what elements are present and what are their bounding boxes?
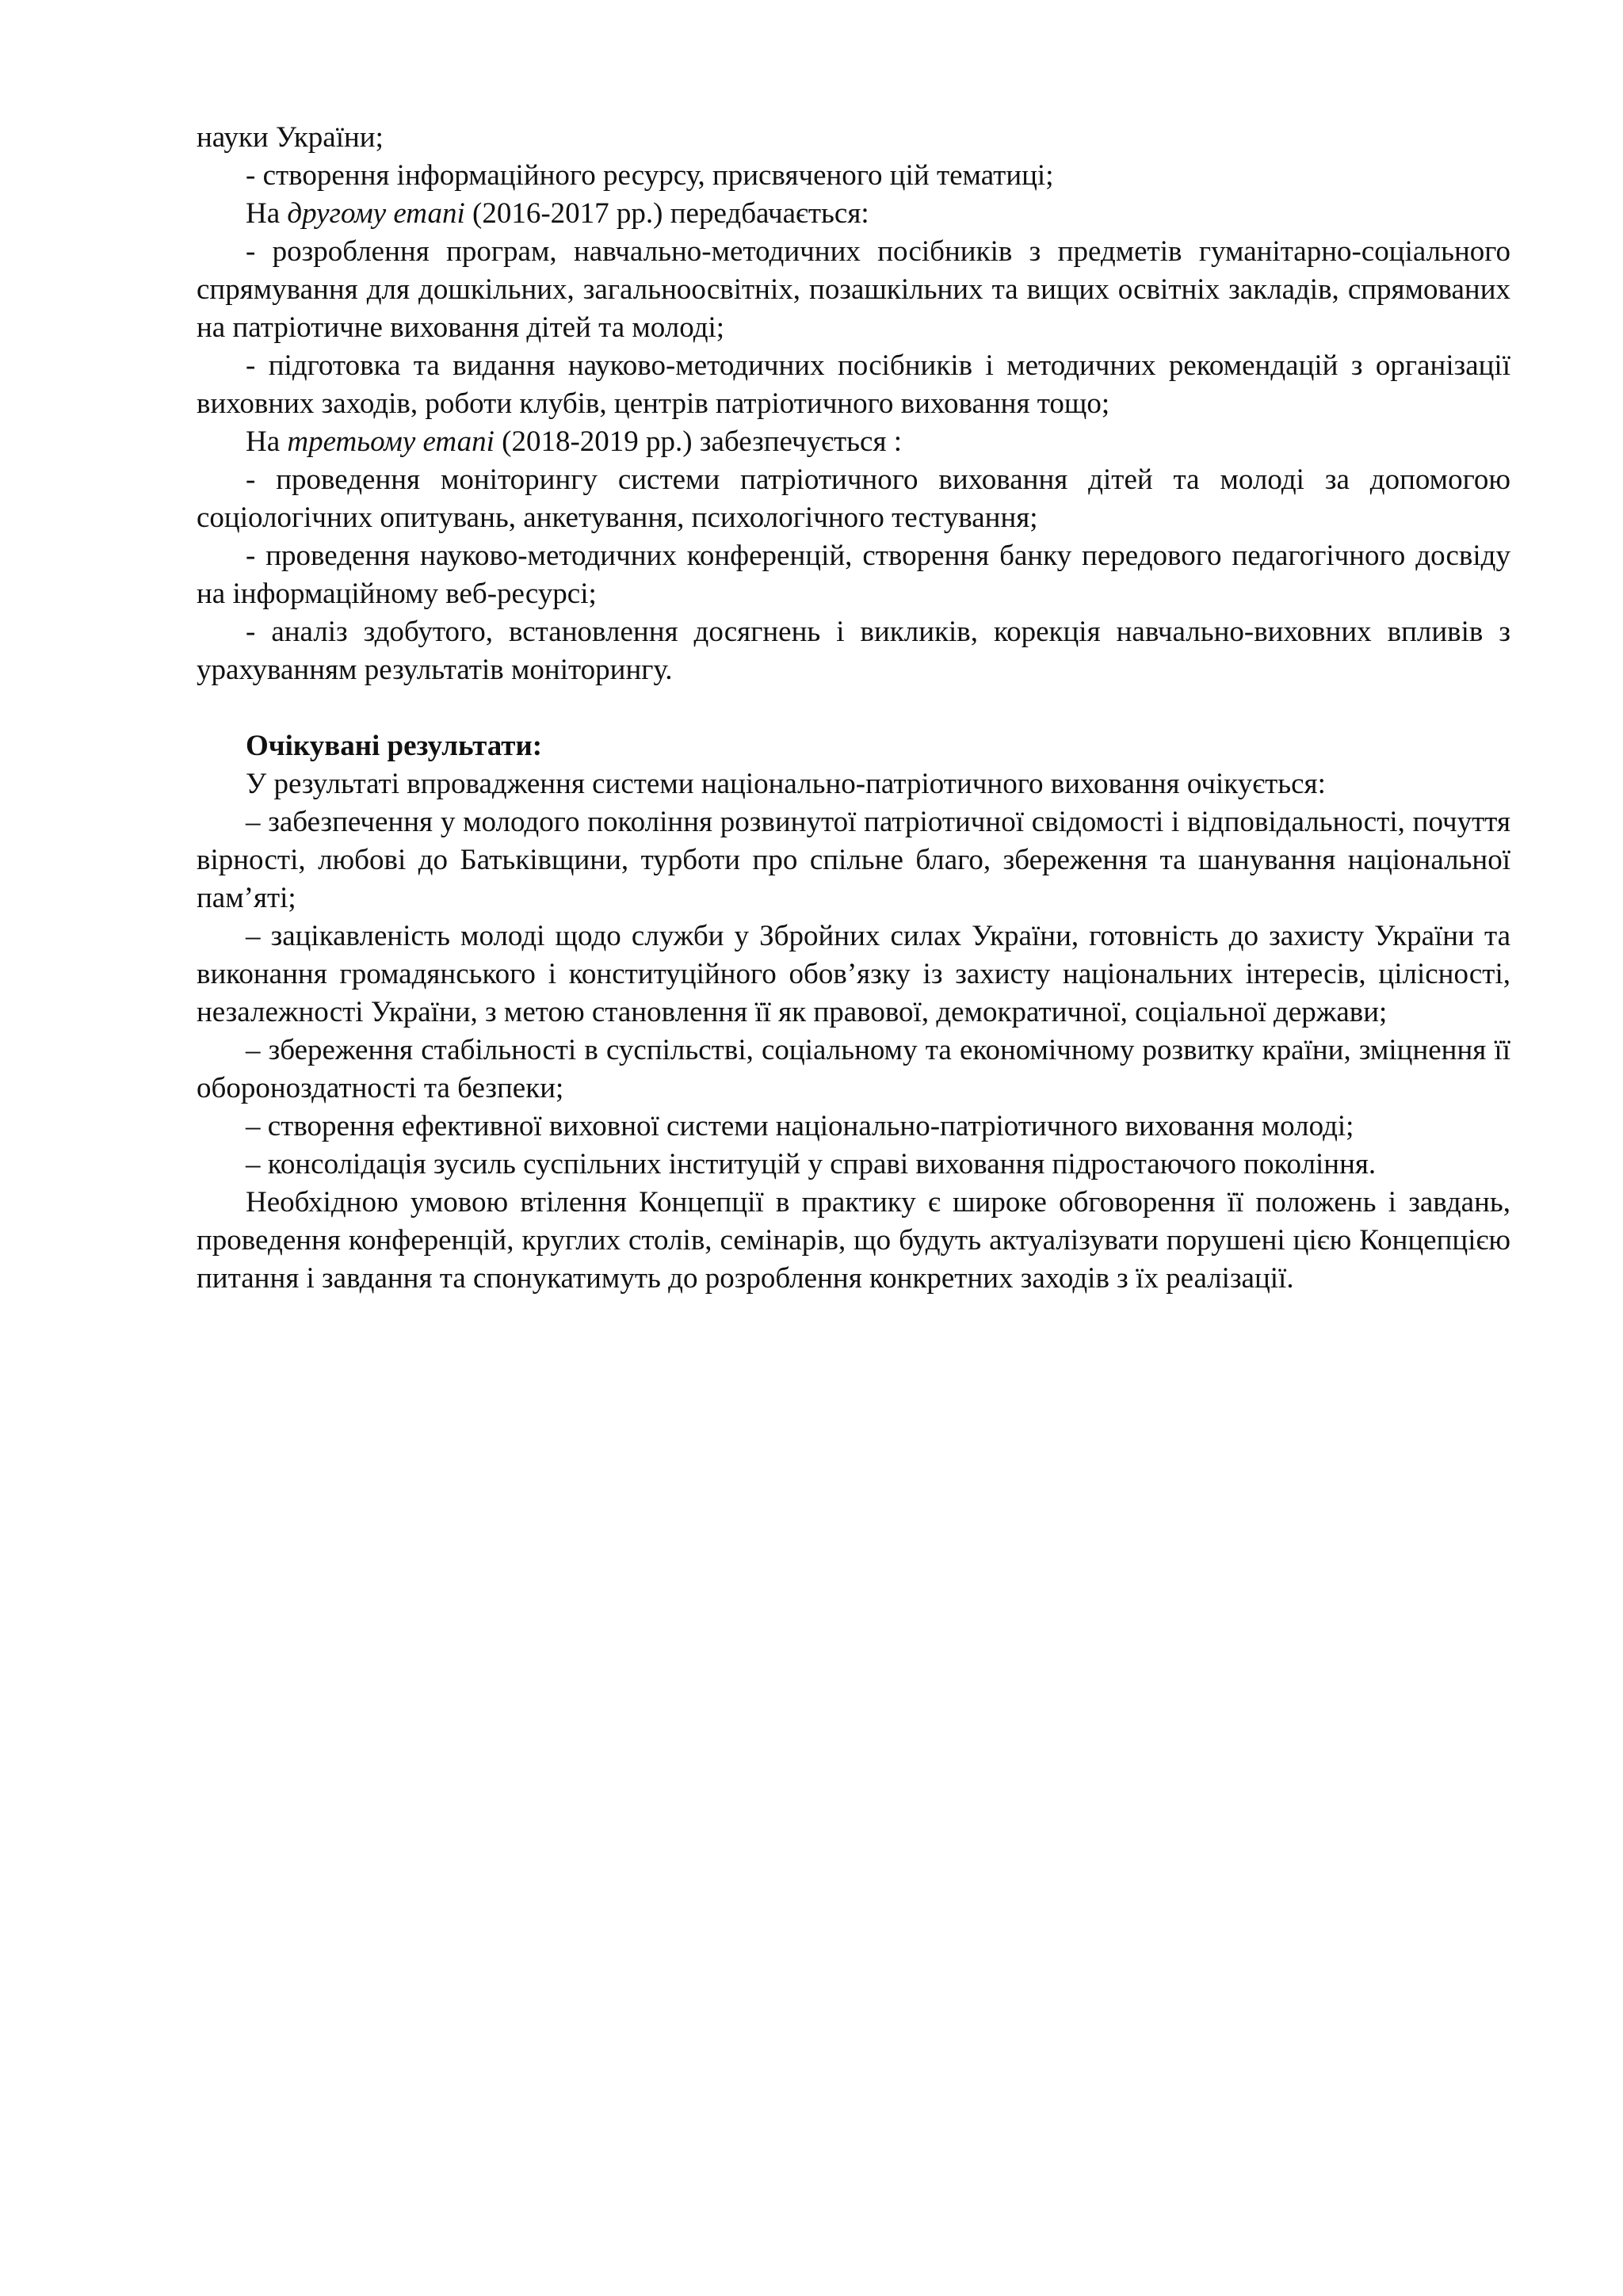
stage-two-post: (2016-2017 рр.) передбачається: [464,197,869,230]
document-page [197,119,1510,1298]
paragraph-continuation: науки України; [197,121,384,154]
list-item: – зацікавленість молоді щодо служби у Збройних силах України, готовність до захисту України та виконання громадянського і конституційного обов’язку із захисту національних інтересів, цілісності, незалежності України, з метою становлення її як правової, демократичної, соціальної держави; [197,920,1510,1028]
list-item: - проведення науково-методичних конференцій, створення банку передового педагогічного досвіду на інформаційному веб-ресурсі; [197,540,1510,610]
paragraph-spacer [197,689,1510,727]
stage-two-emphasis: другому етапі [287,197,465,230]
closing-paragraph: Необхідною умовою втілення Концепції в практику є широке обговорення її положень і завдань, проведення конференцій, круглих столів, семінарів, що будуть актуалізувати порушені цією Концепцією питання і завдання та спонукатимуть до розроблення конкретних заходів з їх реалізації. [197,1186,1510,1295]
list-item: - розроблення програм, навчально-методичних посібників з предметів гуманітарно-соціального спрямування для дошкільних, загальноосвітніх, позашкільних та вищих освітніх закладів, спрямованих на патріотичне виховання дітей та молоді; [197,235,1510,344]
stage-two-intro [197,195,1510,233]
list-item: - аналіз здобутого, встановлення досягнень і викликів, корекція навчально-виховних впливів з урахуванням результатів моніторингу. [197,616,1510,686]
stage-two-pre: На [246,197,288,230]
list-item: – збереження стабільності в суспільстві, соціальному та економічному розвитку країни, зміцнення її обороноздатності та безпеки; [197,1034,1510,1104]
results-intro: У результаті впровадження системи національно-патріотичного виховання очікується: [246,768,1326,800]
list-item: - проведення моніторингу системи патріотичного виховання дітей та молоді за допомогою соціологічних опитувань, анкетування, психологічного тестування; [197,463,1510,534]
stage-three-pre: На [246,425,288,458]
list-item: - підготовка та видання науково-методичних посібників і методичних рекомендацій з організації виховних заходів, роботи клубів, центрів патріотичного виховання тощо; [197,349,1510,420]
list-item: - створення інформаційного ресурсу, присвяченого цій тематиці; [246,159,1054,192]
list-item: – забезпечення у молодого покоління розвинутої патріотичної свідомості і відповідальності, почуття вірності, любові до Батьківщини, турботи про спільне благо, збереження та шанування національної пам’яті; [197,806,1510,914]
stage-three-post: (2018-2019 рр.) забезпечується : [494,425,903,458]
list-item: – створення ефективної виховної системи національно-патріотичного виховання молоді; [246,1110,1354,1142]
stage-three-intro [197,423,1510,461]
list-item: – консолідація зусиль суспільних інституцій у справі виховання підростаючого покоління. [246,1148,1377,1180]
results-heading: Очікувані результати: [246,730,543,762]
stage-three-emphasis: третьому етапі [287,425,495,458]
